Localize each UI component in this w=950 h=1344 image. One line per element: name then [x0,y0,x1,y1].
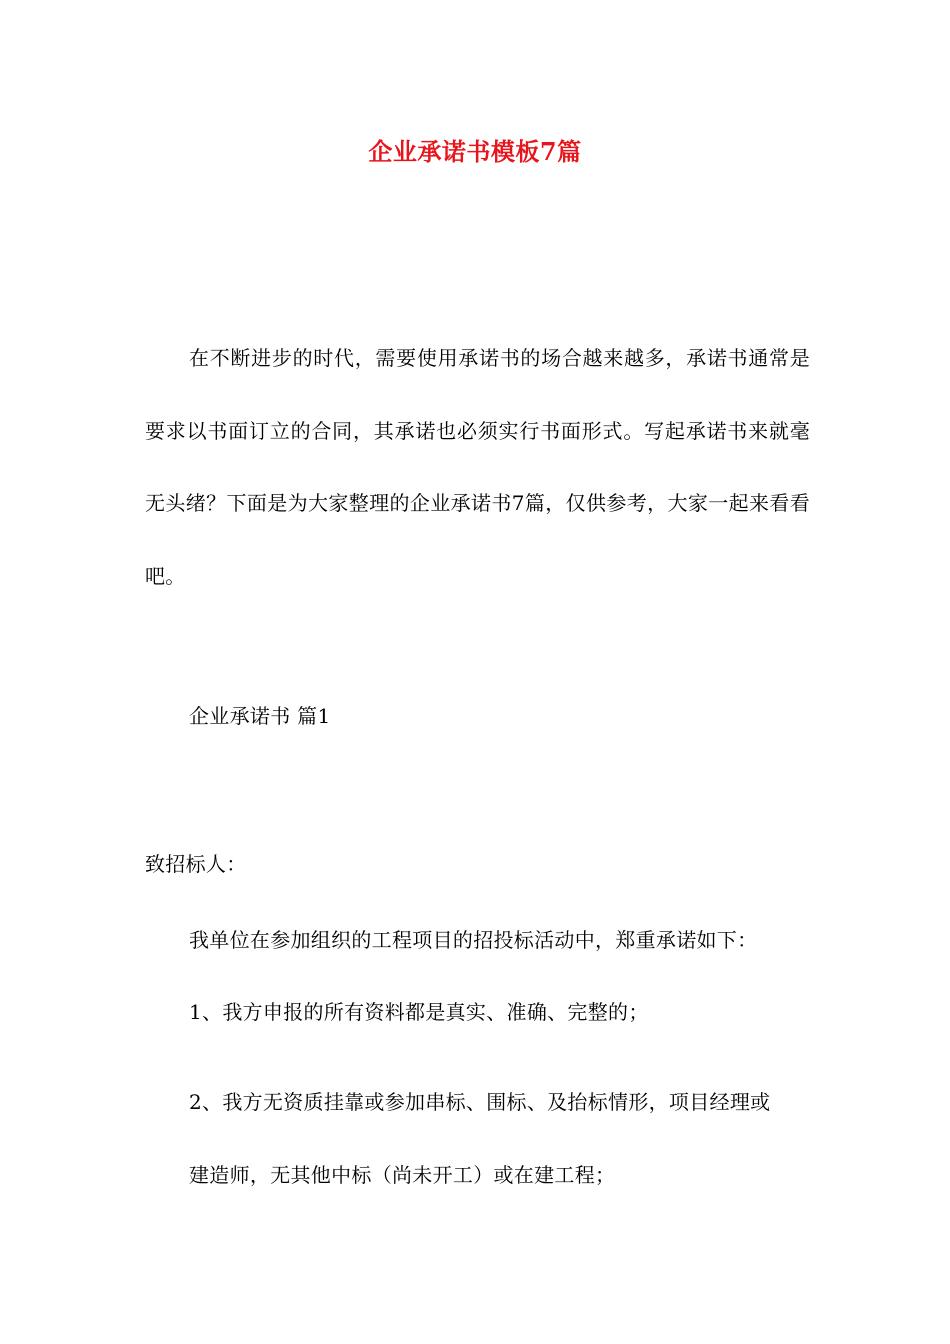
pledge-item-2: 2、我方无资质挂靠或参加串标、围标、及抬标情形，项目经理或建造师，无其他中标（尚未开工）或在建工程； [189,1090,771,1187]
document-title: 企业承诺书模板7篇 [368,137,582,166]
intro-paragraph: 在不断进步的时代，需要使用承诺书的场合越来越多，承诺书通常是要求以书面订立的合同，其承诺也必须实行书面形式。写起承诺书来就毫无头绪？下面是为大家整理的企业承诺书7篇，仅供参考，大家一起来看看吧。 [145,346,810,588]
pledge-item-1: 1、我方申报的所有资料都是真实、准确、完整的； [189,1000,649,1024]
addressee-line: 致招标人： [145,852,247,876]
pledge-intro-paragraph: 我单位在参加组织的工程项目的招投标活动中，郑重承诺如下： [189,928,758,952]
section-heading: 企业承诺书 篇1 [189,704,331,728]
